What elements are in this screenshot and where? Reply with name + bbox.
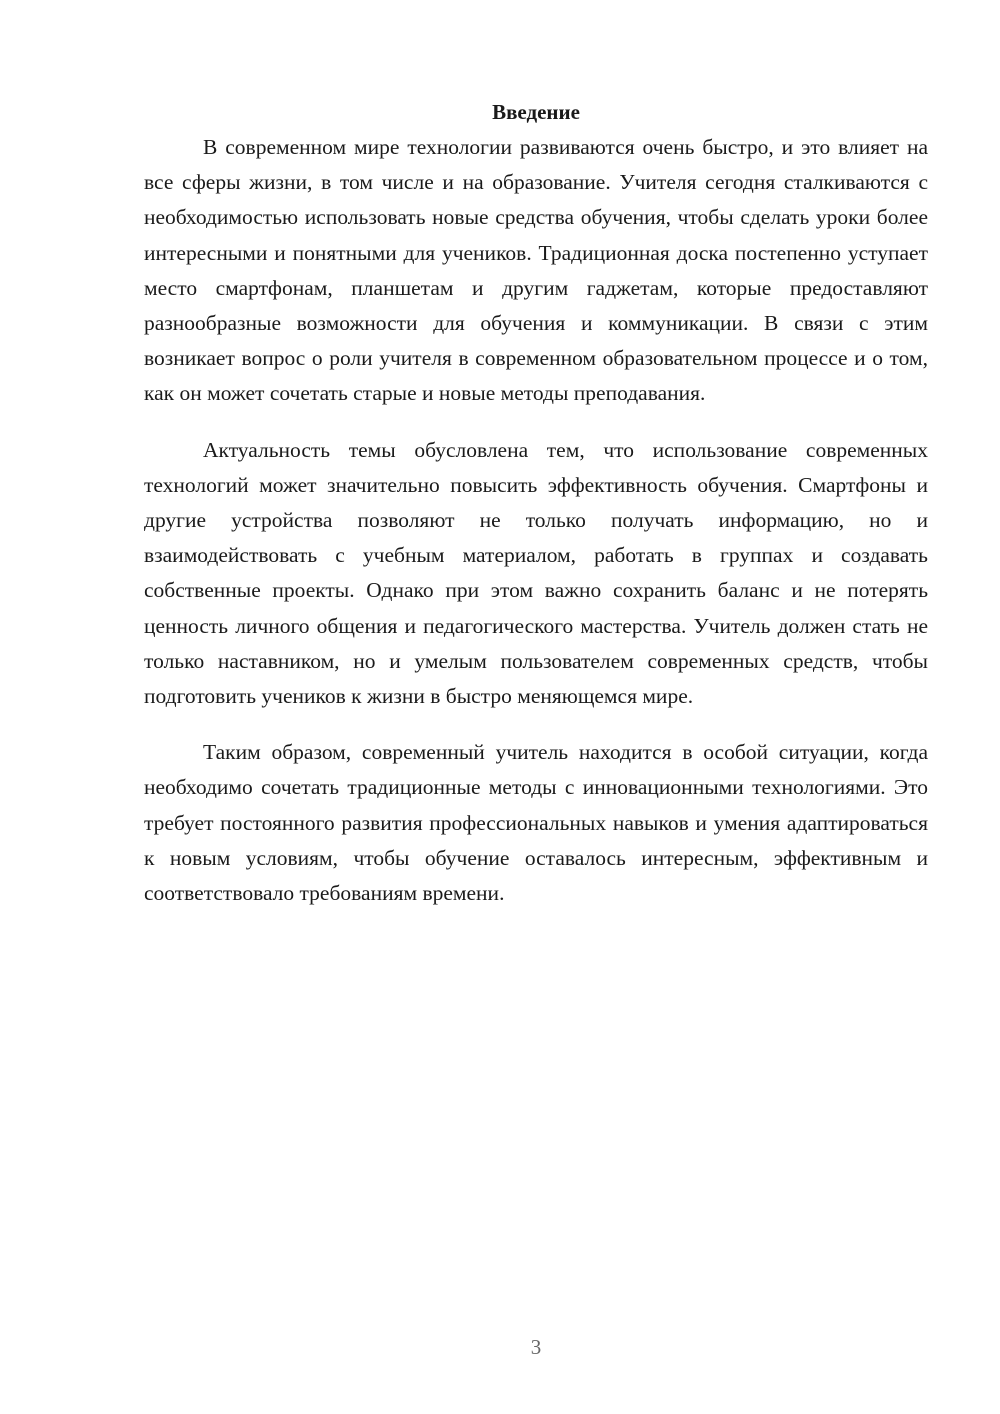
paragraph-1: В современном мире технологии развиваются очень быстро, и это влияет на все сферы жизни, в том числе и на образование. Учителя сегодня сталкиваются с необходимостью использовать новые средства обучения, чтобы сделать уроки более интересными и понятными для учеников. Традиционная доска постепенно уступает место смартфонам, планшетам и другим гаджетам, которые предоставляют разнообразные возможности для обучения и коммуникации. В связи с этим возникает вопрос о роли учителя в современном образовательном процессе и о том, как он может сочетать старые и новые методы преподавания. — [144, 135, 928, 406]
page-content — [144, 95, 928, 911]
paragraph-2: Актуальность темы обусловлена тем, что использование современных технологий может значительно повысить эффективность обучения. Смартфоны и другие устройства позволяют не только получать информацию, но и взаимодействовать с учебным материалом, работать в группах и создавать собственные проекты. Однако при этом важно сохранить баланс и не потерять ценность личного общения и педагогического мастерства. Учитель должен стать не только наставником, но и умелым пользователем современных средств, чтобы подготовить учеников к жизни в быстро меняющемся мире. — [144, 437, 928, 709]
section-title: Введение — [492, 100, 580, 124]
paragraph-3: Таким образом, современный учитель находится в особой ситуации, когда необходимо сочетать традиционные методы с инновационными технологиями. Это требует постоянного развития профессиональных навыков и умения адаптироваться к новым условиям, чтобы обучение оставалось интересным, эффективным и соответствовало требованиям времени. — [144, 740, 928, 906]
page-number: 3 — [530, 1335, 542, 1359]
